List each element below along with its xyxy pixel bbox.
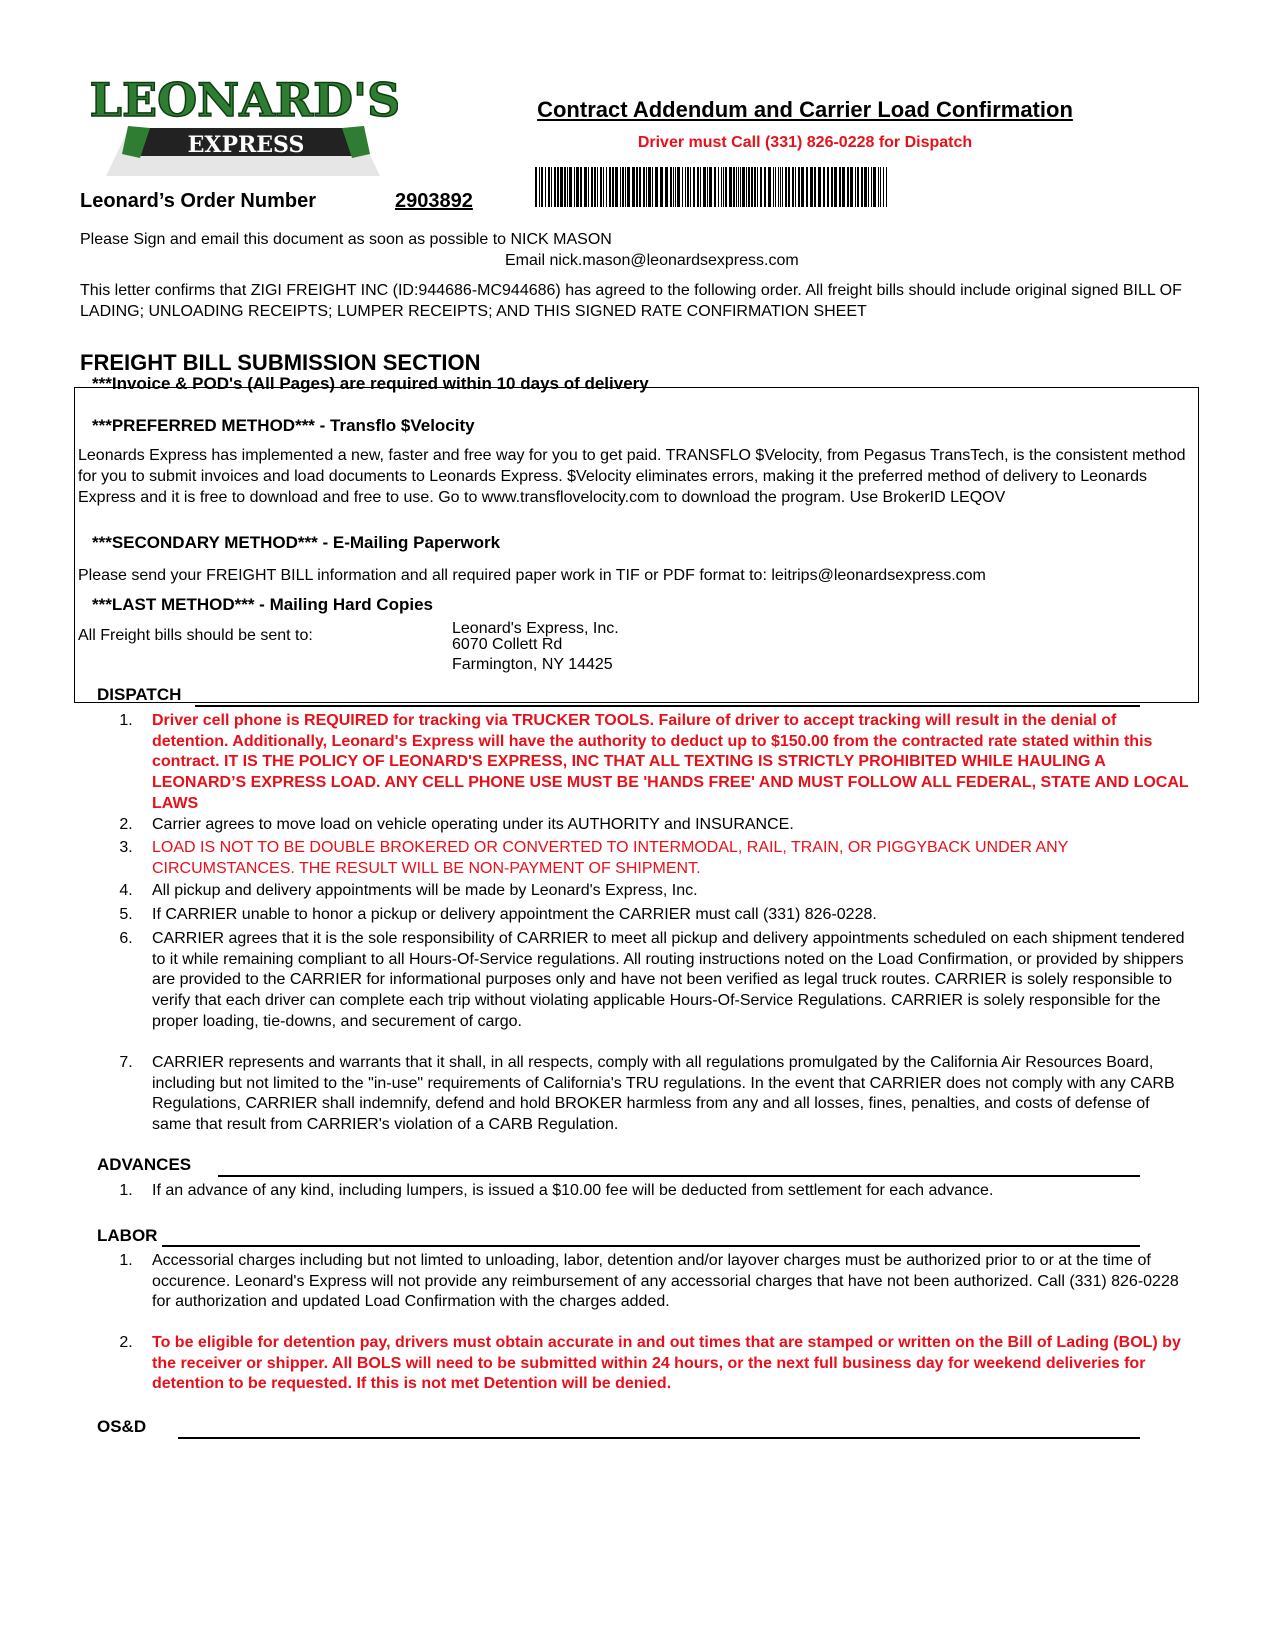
order-number-label: Leonard’s Order Number xyxy=(80,190,316,212)
dispatch-item: 4. All pickup and delivery appointments will be made by Leonard's Express, Inc. xyxy=(119,882,698,899)
dispatch-heading: DISPATCH xyxy=(97,685,182,704)
logo-wordmark: LEONARD'S xyxy=(89,73,398,127)
freight-bill-title: FREIGHT BILL SUBMISSION SECTION xyxy=(80,350,481,375)
dispatch-call-notice: Driver must Call (331) 826-0228 for Dispatch xyxy=(637,134,973,151)
address-line: 6070 Collett Rd xyxy=(452,636,563,653)
contact-email: Email nick.mason@leonardsexpress.com xyxy=(505,252,799,269)
dispatch-item: 5. If CARRIER unable to honor a pickup or delivery appointment the CARRIER must call (331) 826-0228. xyxy=(119,906,877,923)
address-line: Leonard's Express, Inc. xyxy=(452,620,619,637)
sign-instruction: Please Sign and email this document as soon as possible to NICK MASON xyxy=(80,231,612,248)
confirmation-paragraph: This letter confirms that ZIGI FREIGHT INC (ID:944686-MC944686) has agreed to the following order. All freight bills should include original signed BILL OF LADING; UNLOADING RECEIPTS; LUMPER RECEIPTS; AND THIS SIGNED RATE CONFIRMATION SHEET xyxy=(80,282,1182,320)
address-line: Farmington, NY 14425 xyxy=(452,656,613,673)
labor-item: 2. To be eligible for detention pay, drivers must obtain accurate in and out times that are stamped or written on the Bill of Lading (BOL) by the receiver or shipper. All BOLS will need to be submitted within 24 hours, or the next full business day for weekend deliveries for detention to be requested. If this is not met Detention will be denied. xyxy=(119,1334,1181,1393)
dispatch-item: 2. Carrier agrees to move load on vehicle operating under its AUTHORITY and INSURANCE. xyxy=(119,816,794,833)
order-number-value: 2903892 xyxy=(395,190,473,212)
secondary-method-text: Please send your FREIGHT BILL information and all required paper work in TIF or PDF format to: leitrips@leonardsexpress.com xyxy=(78,567,986,584)
dispatch-item: 6. CARRIER agrees that it is the sole responsibility of CARRIER to meet all pickup and delivery appointments scheduled on each shipment tendered to it while remaining compliant to all Hours-Of-Service regulations. All routing instructions noted on the Load Confirmation, or provided by shippers are provided to the CARRIER for informational purposes only and have not been verified as legal truck routes. CARRIER is solely responsible to verify that each driver can complete each trip without violating applicable Hours-Of-Service Regulations. CARRIER is solely responsible for the proper loading, tie-downs, and securement of cargo. xyxy=(119,930,1185,1030)
last-method-heading: ***LAST METHOD*** - Mailing Hard Copies xyxy=(92,595,433,614)
invoice-deadline: ***Invoice & POD's (All Pages) are required within 10 days of delivery xyxy=(92,374,649,393)
advances-item: 1. If an advance of any kind, including lumpers, is issued a $10.00 fee will be deducted from settlement for each advance. xyxy=(119,1182,994,1199)
advances-heading: ADVANCES xyxy=(97,1155,192,1174)
mail-label: All Freight bills should be sent to: xyxy=(78,627,313,644)
dispatch-item: 7. CARRIER represents and warrants that it shall, in all respects, comply with all regulations promulgated by the California Air Resources Board, including but not limited to the "in-use" requirements of California's TRU regulations. In the event that CARRIER does not comply with any CARB Regulations, CARRIER shall indemnify, defend and hold BROKER harmless from any and all losses, fines, penalties, and costs of defense of same that result from CARRIER's violation of a CARB Regulation. xyxy=(119,1054,1175,1134)
labor-item: 1. Accessorial charges including but not limted to unloading, labor, detention and/or layover charges must be authorized prior to or at the time of occurence. Leonard's Express will not provide any reimbursement of any accessorial charges that have not been authorized. Call (331) 826-0228 for authorization and updated Load Confirmation with the charges added. xyxy=(119,1252,1179,1311)
preferred-method-text: Leonards Express has implemented a new, faster and free way for you to get paid. TRANSFLO $Velocity, from Pegasus TransTech, is the consistent method for you to submit invoices and load documents to Leonards Express. $Velocity eliminates errors, making it the preferred method of delivery to Leonards Express and it is free to download and free to use. Go to www.transflovelocity.com to download the program. Use BrokerID LEQOV xyxy=(78,447,1186,506)
barcode xyxy=(535,167,890,207)
section-rule xyxy=(162,1245,1140,1247)
labor-heading: LABOR xyxy=(97,1226,158,1245)
mailing-address xyxy=(452,621,619,673)
section-rule xyxy=(195,705,1140,707)
document-title: Contract Addendum and Carrier Load Confirmation xyxy=(537,97,1073,122)
section-rule xyxy=(178,1437,1140,1439)
leonards-express-logo xyxy=(88,68,398,180)
section-rule xyxy=(218,1175,1140,1177)
dispatch-item: 3. LOAD IS NOT TO BE DOUBLE BROKERED OR CONVERTED TO INTERMODAL, RAIL, TRAIN, OR PIGGYBACK UNDER ANY CIRCUMSTANCES. THE RESULT WILL BE NON-PAYMENT OF SHIPMENT. xyxy=(119,839,1069,877)
secondary-method-heading: ***SECONDARY METHOD*** - E-Mailing Paperwork xyxy=(92,533,501,552)
osd-heading: OS&D xyxy=(97,1417,147,1436)
preferred-method-heading: ***PREFERRED METHOD*** - Transflo $Velocity xyxy=(92,416,475,435)
logo-subword: EXPRESS xyxy=(187,132,305,158)
dispatch-item: 1. Driver cell phone is REQUIRED for tracking via TRUCKER TOOLS. Failure of driver to accept tracking will result in the denial of detention. Additionally, Leonard's Express will have the authority to deduct up to $150.00 from the contracted rate stated within this contract. IT IS THE POLICY OF LEONARD'S EXPRESS, INC THAT ALL TEXTING IS STRICTLY PROHIBITED WHILE HAULING A LEONARD’S EXPRESS LOAD. ANY CELL PHONE USE MUST BE 'HANDS FREE' AND MUST FOLLOW ALL FEDERAL, STATE AND LOCAL LAWS xyxy=(119,712,1189,812)
